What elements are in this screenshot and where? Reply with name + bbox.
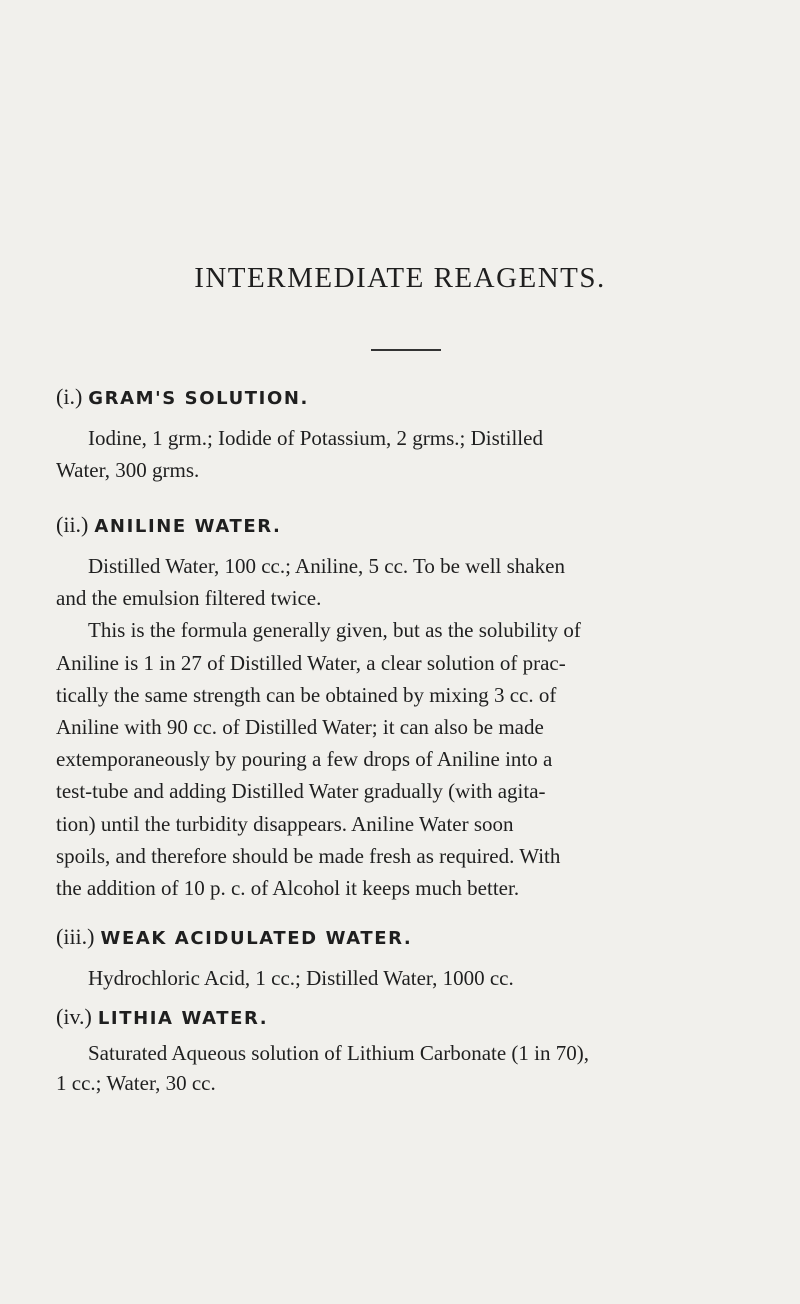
text-line: spoils, and therefore should be made fresh as required. With <box>56 843 561 868</box>
text-line: extemporaneously by pouring a few drops of Aniline into a <box>56 747 553 772</box>
text-line: the addition of 10 p. c. of Alcohol it keeps much better. <box>56 876 520 901</box>
text-line: tion) until the turbidity disappears. Aniline Water soon <box>56 811 514 836</box>
section-heading <box>56 1002 764 1034</box>
text-line: Water, 300 grms. <box>56 458 200 483</box>
section-name: GRAM'S SOLUTION. <box>88 388 309 409</box>
section-number: (iii.) <box>56 924 95 949</box>
section-body <box>56 422 764 486</box>
section-body <box>56 962 764 994</box>
section-number: (iv.) <box>56 1004 92 1029</box>
section-heading <box>56 922 764 954</box>
section-weak-acidulated-water <box>56 922 764 994</box>
section-name: ANILINE WATER. <box>94 516 282 537</box>
section-heading <box>56 382 764 414</box>
section-number: (ii.) <box>56 512 89 537</box>
text-line: test-tube and adding Distilled Water gradually (with agita- <box>56 779 546 804</box>
text-line: and the emulsion filtered twice. <box>56 586 322 611</box>
section-lithia-water <box>56 1002 764 1098</box>
text-line: This is the formula generally given, but as the solubility of <box>88 618 581 643</box>
section-number: (i.) <box>56 384 83 409</box>
text-line: Saturated Aqueous solution of Lithium Carbonate (1 in 70), <box>88 1041 590 1065</box>
text-line: tically the same strength can be obtained by mixing 3 cc. of <box>56 682 557 707</box>
text-line: Distilled Water, 100 cc.; Aniline, 5 cc. To be well shaken <box>88 554 565 578</box>
title-divider <box>371 349 441 351</box>
text-line: 1 cc.; Water, 30 cc. <box>56 1071 216 1095</box>
page-title: INTERMEDIATE REAGENTS. <box>194 262 606 294</box>
section-name: WEAK ACIDULATED WATER. <box>100 928 413 949</box>
text-line: Aniline with 90 cc. of Distilled Water; it can also be made <box>56 715 544 740</box>
section-heading <box>56 510 764 542</box>
section-aniline-water <box>56 510 764 904</box>
section-grams-solution <box>56 382 764 486</box>
text-line: Iodine, 1 grm.; Iodide of Potassium, 2 grms.; Distilled <box>88 426 543 450</box>
section-body <box>56 550 764 904</box>
section-name: LITHIA WATER. <box>97 1008 269 1029</box>
text-line: Aniline is 1 in 27 of Distilled Water, a clear solution of prac- <box>56 650 566 675</box>
section-body <box>56 1038 764 1098</box>
text-line: Hydrochloric Acid, 1 cc.; Distilled Water, 1000 cc. <box>88 966 514 990</box>
